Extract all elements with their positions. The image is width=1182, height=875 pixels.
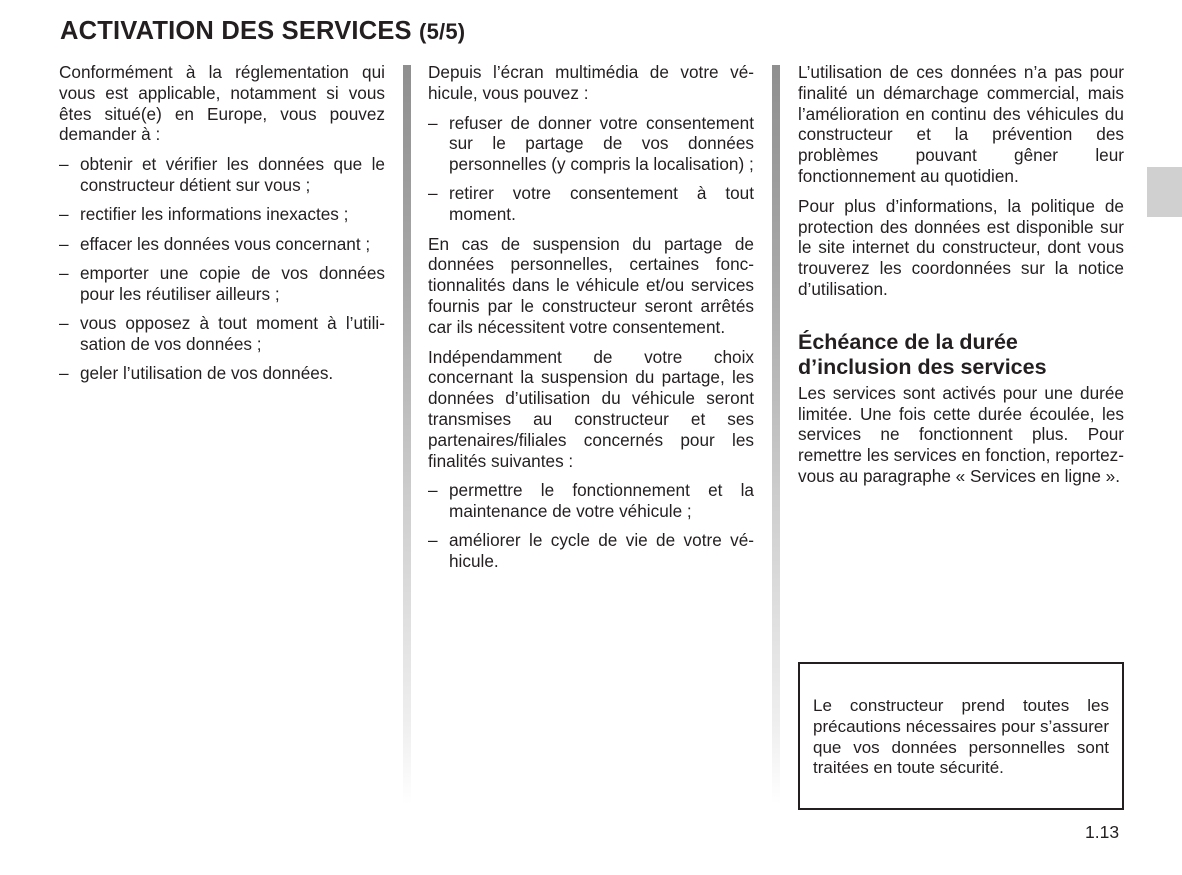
list-item-text: emporter une copie de vos données pour les réutiliser ailleurs ; [80, 262, 385, 304]
info-paragraph: Pour plus d’informations, la politique de protection des données est disponible sur le site internet du constructeur, dont vous trouverez les coordonnées sur la notice d’utilisation. [798, 195, 1124, 299]
list-item-text: permettre le fonctionnement et la maintenance de votre véhicule ; [449, 480, 754, 522]
bullet-dash: – [428, 112, 438, 133]
column-separator [772, 65, 780, 805]
independent-paragraph: Indépendamment de votre choix concernant la suspension du partage, les données d’utilisation du véhicule seront transmises au constructeur et ses partenaires/filiales concernés pour les finalités suivantes : [428, 346, 754, 471]
usage-paragraph: L’utilisation de ces données n’a pas pour finalité un démarchage commercial, mais l’amélioration en continu des véhicules du constructeur et la prévention des problèmes pouvant gêner leur fonctionnement au quotidien. [798, 62, 1124, 186]
list-item [59, 363, 385, 384]
list-item-text: geler l’utilisation de vos données. [80, 363, 334, 384]
section-heading-line2: d’inclusion des services [798, 354, 1047, 379]
bullet-dash: – [59, 154, 69, 175]
consent-list [428, 113, 754, 225]
list-item [59, 263, 385, 305]
section-heading-line1: Échéance de la durée [798, 329, 1018, 354]
list-item [428, 480, 754, 522]
bullet-dash: – [59, 233, 69, 254]
chapter-tab-marker [1147, 167, 1182, 217]
list-item-text: vous opposez à tout moment à l’utilisation de vos données ; [80, 312, 385, 354]
column-consent [428, 62, 754, 581]
list-item [59, 204, 385, 225]
column-separator [403, 65, 411, 805]
duration-paragraph: Les services sont activés pour une durée limitée. Une fois cette durée écoulée, les services ne fonctionnent plus. Pour remettre les services en fonction, reportez-vous au paragraphe « Services en ligne ». [798, 382, 1124, 486]
list-item [428, 530, 754, 572]
list-item-text: refuser de donner votre consentement sur le partage de vos données personnelles (y compris la localisation) ; [449, 112, 754, 175]
list-item [428, 183, 754, 225]
list-item-text: effacer les données vous concernant ; [80, 233, 371, 254]
consent-intro: Depuis l’écran multimédia de votre véhicule, vous pouvez : [428, 62, 754, 103]
page-number: 1.13 [1085, 822, 1120, 842]
column-rights [59, 62, 385, 392]
bullet-dash: – [59, 262, 69, 283]
bullet-dash: – [428, 183, 438, 204]
page-title-part: (5/5) [419, 19, 466, 44]
rights-list [59, 154, 385, 384]
list-item-text: rectifier les informations inexactes ; [80, 204, 349, 225]
list-item [59, 154, 385, 196]
bullet-dash: – [428, 530, 438, 551]
list-item [59, 313, 385, 355]
list-item-text: retirer votre consentement à tout moment. [449, 183, 754, 225]
bullet-dash: – [59, 363, 69, 384]
bullet-dash: – [59, 204, 69, 225]
rights-intro: Conformément à la réglementation qui vous est applicable, notamment si vous êtes situé(e) en Europe, vous pouvez demander à : [59, 62, 385, 145]
suspension-paragraph: En cas de suspension du partage de données personnelles, certaines fonctionnalités dans le véhicule et/ou services fournis par le constructeur seront arrêtés car ils nécessitent votre consentement. [428, 233, 754, 337]
list-item [59, 234, 385, 255]
list-item-text: améliorer le cycle de vie de votre véhicule. [449, 530, 754, 572]
page-title [60, 17, 465, 46]
list-item-text: obtenir et vérifier les données que le constructeur détient sur vous ; [80, 154, 385, 195]
security-notice-text: Le constructeur prend toutes les précautions nécessaires pour s’assurer que vos données personnelles sont traitées en toute sécurité. [813, 696, 1109, 778]
purposes-list [428, 480, 754, 572]
section-heading [798, 330, 1124, 380]
page-title-text: ACTIVATION DES SERVICES [60, 17, 412, 45]
bullet-dash: – [59, 312, 69, 333]
list-item [428, 113, 754, 175]
security-notice-box [798, 662, 1124, 810]
column-usage [798, 62, 1124, 496]
bullet-dash: – [428, 480, 438, 501]
